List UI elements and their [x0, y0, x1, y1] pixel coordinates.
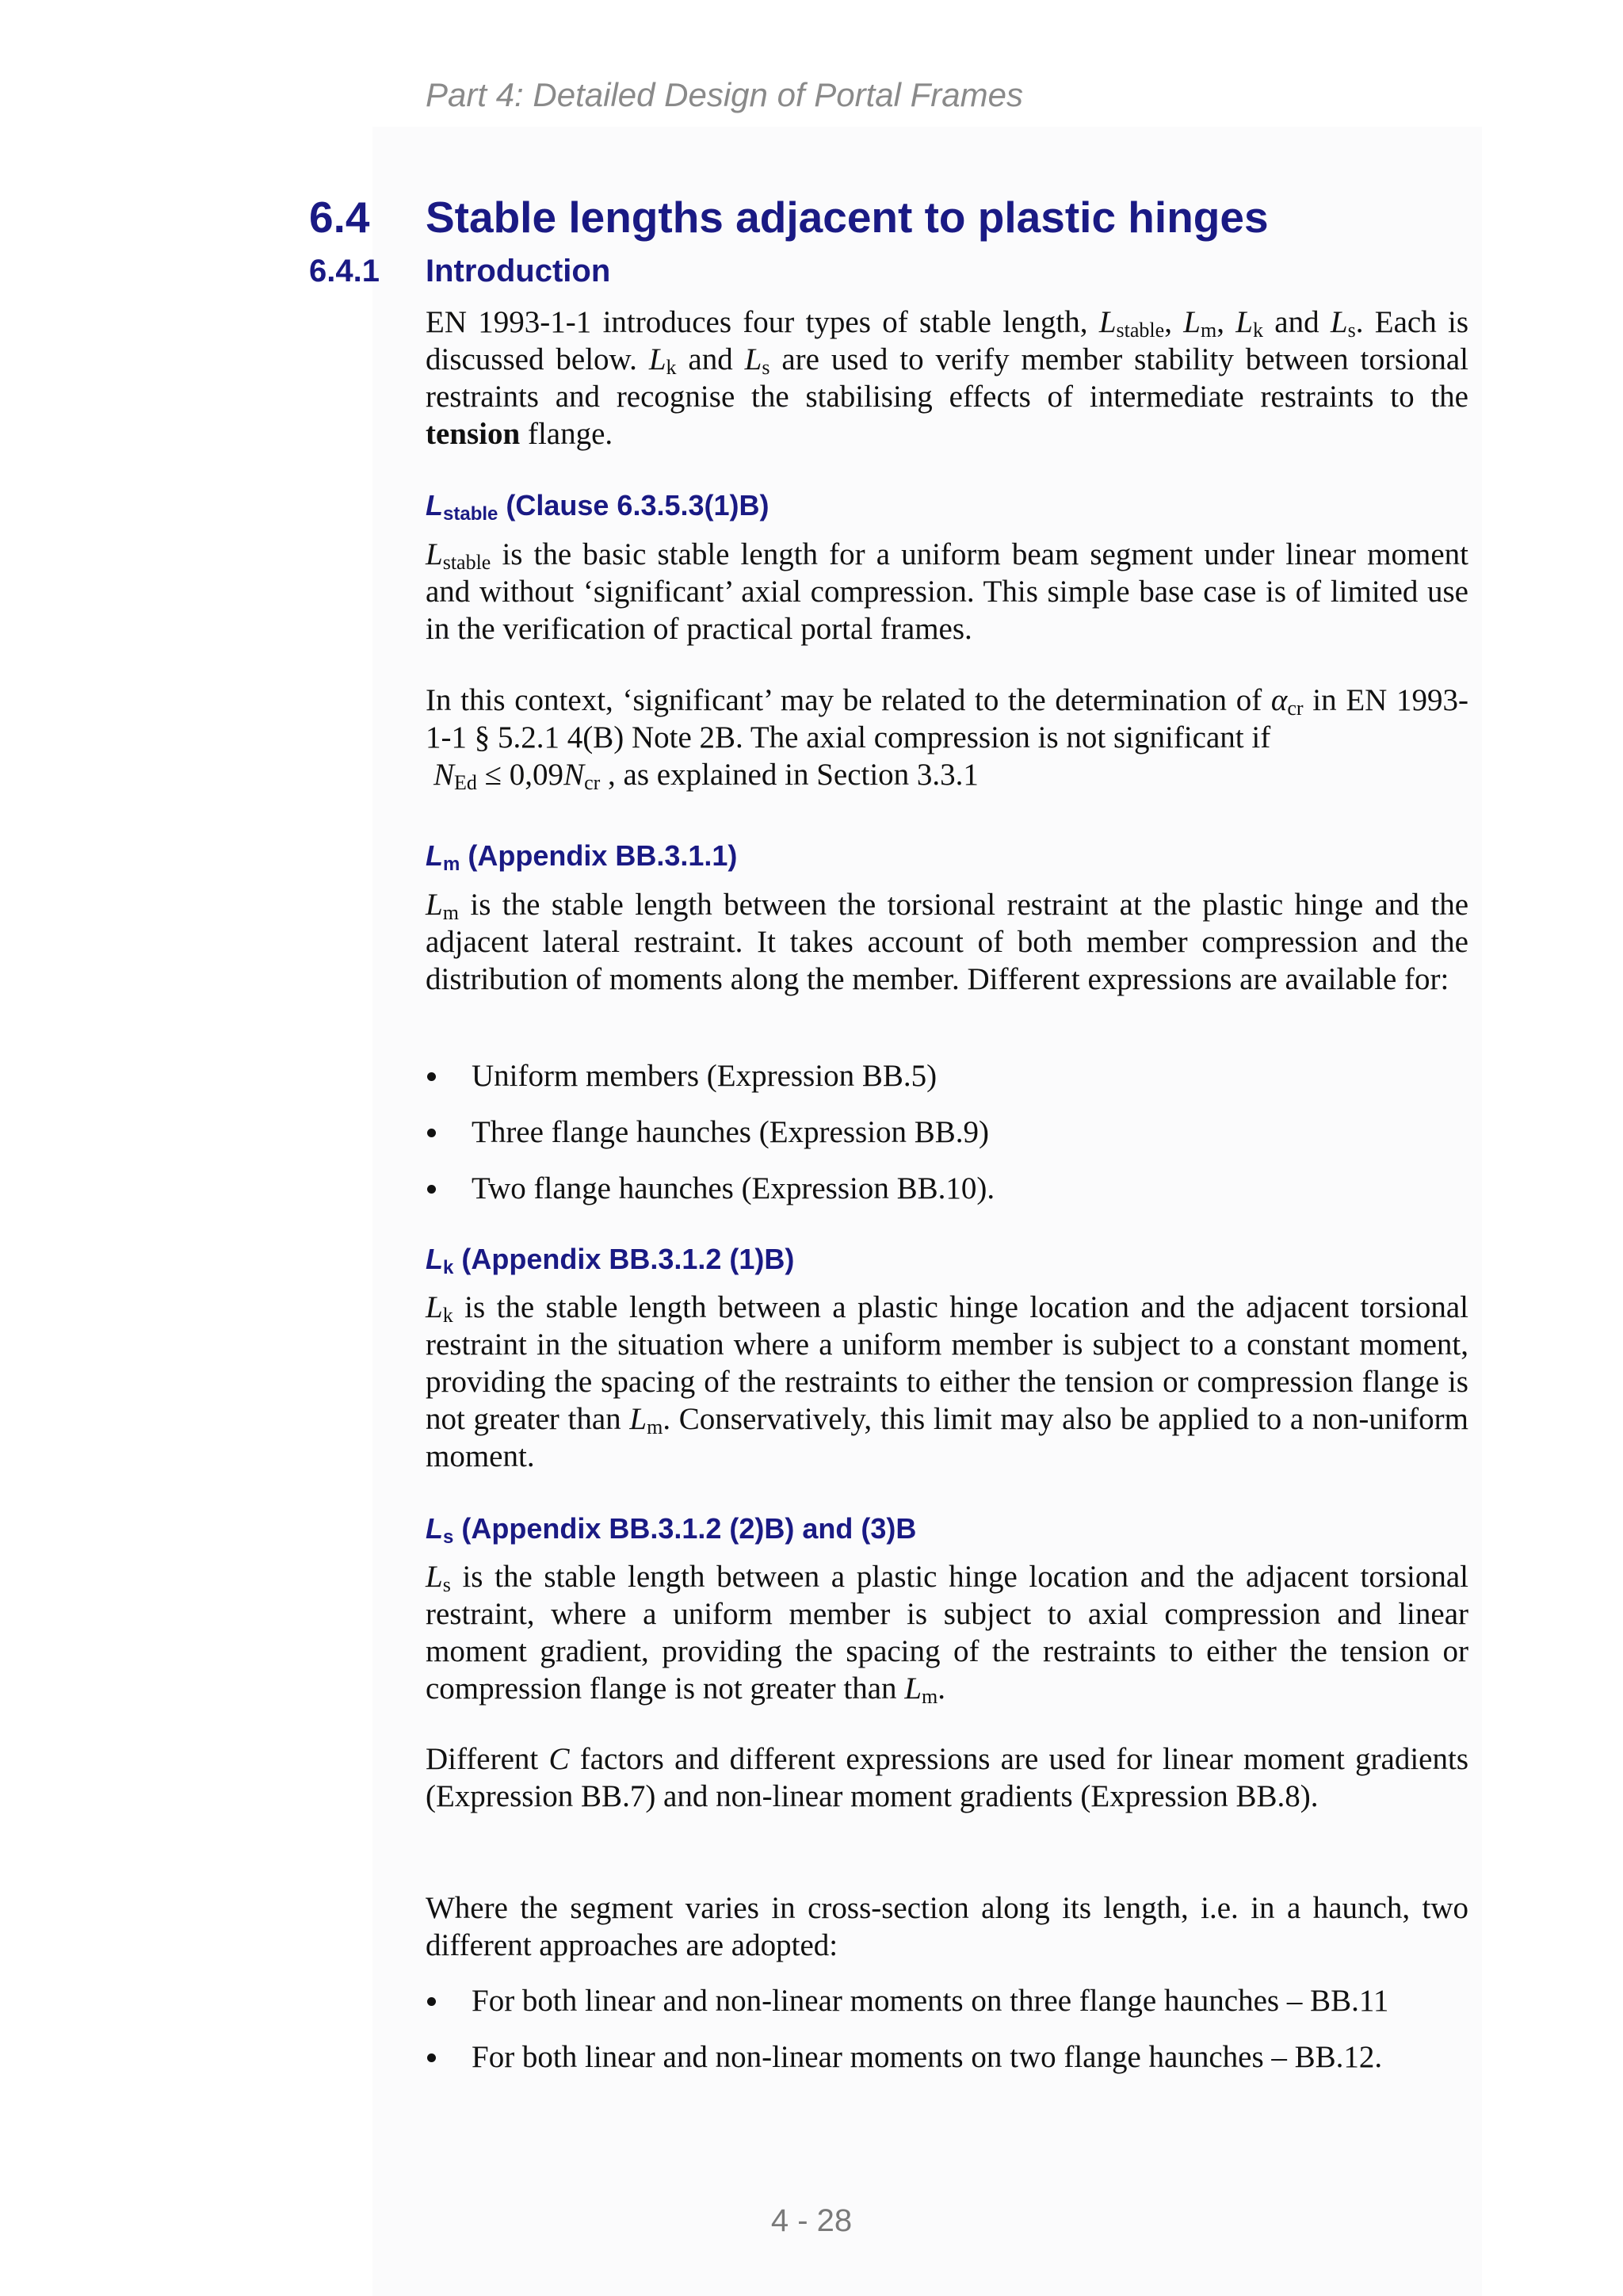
section-number: 6.4: [309, 193, 370, 242]
c-factor-paragraph: Different C factors and different expressions are used for linear moment gradients (Expression BB.7) and non-linear moment gradients (Expression BB.8).: [426, 1742, 1469, 1813]
running-header: Part 4: Detailed Design of Portal Frames: [426, 76, 1023, 113]
significance-paragraph: In this context, ‘significant’ may be related to the determination of $\alpha_{cr}$ in EN 1993-1-1 § 5.2.1 4(B) Note 2B. The axial compression is not significant if $N_{Ed} \le 0,09N_{cr}$ , as explained in Section 3.3.1: [426, 683, 1468, 794]
subsection-title: Introduction: [426, 254, 611, 288]
subsection-number: 6.4.1: [309, 254, 380, 288]
bullet-icon: [427, 1997, 436, 2006]
list-item: Three flange haunches (Expression BB.9): [426, 1114, 1468, 1170]
section-title: Stable lengths adjacent to plastic hinges: [426, 193, 1269, 242]
lk-paragraph: $L_k$ is the stable length between a plastic hinge location and the adjacent torsional restraint in the situation where a uniform member is subject to a constant moment, providing the spacing of the restraints to either the tension or compression flange is not greater than $L_m$. Conservatively, this limit may also be applied to a non-uniform moment.: [426, 1290, 1468, 1473]
heading-ls: $L_s$ (Appendix BB.3.1.2 (2)B) and (3)B: [426, 1512, 917, 1548]
lstable-paragraph: $L_{stable}$ is the basic stable length for a uniform beam segment under linear moment and without ‘significant’ axial compression. This simple base case is of limited use in the verification of practical portal frames.: [426, 537, 1468, 646]
list-item: For both linear and non-linear moments on three flange haunches – BB.11: [426, 1982, 1468, 2038]
list-item: Uniform members (Expression BB.5): [426, 1057, 1468, 1114]
heading-lm: $L_m$ (Appendix BB.3.1.1): [426, 839, 738, 875]
emphasis-tension: tension: [426, 417, 521, 451]
lm-bullet-list: [426, 1057, 1468, 1226]
bullet-icon: [427, 2053, 436, 2062]
bullet-icon: [427, 1185, 436, 1194]
heading-lk: $L_k$ (Appendix BB.3.1.2 (1)B): [426, 1243, 795, 1278]
ls-paragraph: $L_s$ is the stable length between a plastic hinge location and the adjacent torsional restraint, where a uniform member is subject to axial compression and linear moment gradient, providing the spacing of the restraints to either the tension or compression flange is not greater than $L_m$.: [426, 1560, 1468, 1708]
haunch-paragraph: Where the segment varies in cross-section along its length, i.e. in a haunch, two different approaches are adopted:: [426, 1891, 1468, 1962]
haunch-bullet-list: [426, 1982, 1468, 2095]
list-item: For both linear and non-linear moments on two flange haunches – BB.12.: [426, 2038, 1468, 2095]
subsection-heading: [309, 254, 610, 289]
section-heading: [309, 192, 1269, 243]
intro-paragraph: EN 1993-1-1 introduces four types of stable length, $L_{stable}$, $L_m$, $L_k$ and $L_s$. Each is discussed below. $L_k$ and $L_s$ are used to verify member stability between torsional restraints and recognise the stabilising effects of intermediate restraints to the tension flange.: [426, 305, 1469, 451]
page-number: 4 - 28: [770, 2203, 853, 2238]
heading-lstable: $L_{stable}$ (Clause 6.3.5.3(1)B): [426, 489, 769, 525]
lm-paragraph: $L_m$ is the stable length between the torsional restraint at the plastic hinge and the adjacent lateral restraint. It takes account of both member compression and the distribution of moments along the member. Different expressions are available for:: [426, 888, 1468, 996]
list-item: Two flange haunches (Expression BB.10).: [426, 1170, 1468, 1226]
bullet-icon: [427, 1072, 436, 1081]
bullet-icon: [427, 1129, 436, 1137]
